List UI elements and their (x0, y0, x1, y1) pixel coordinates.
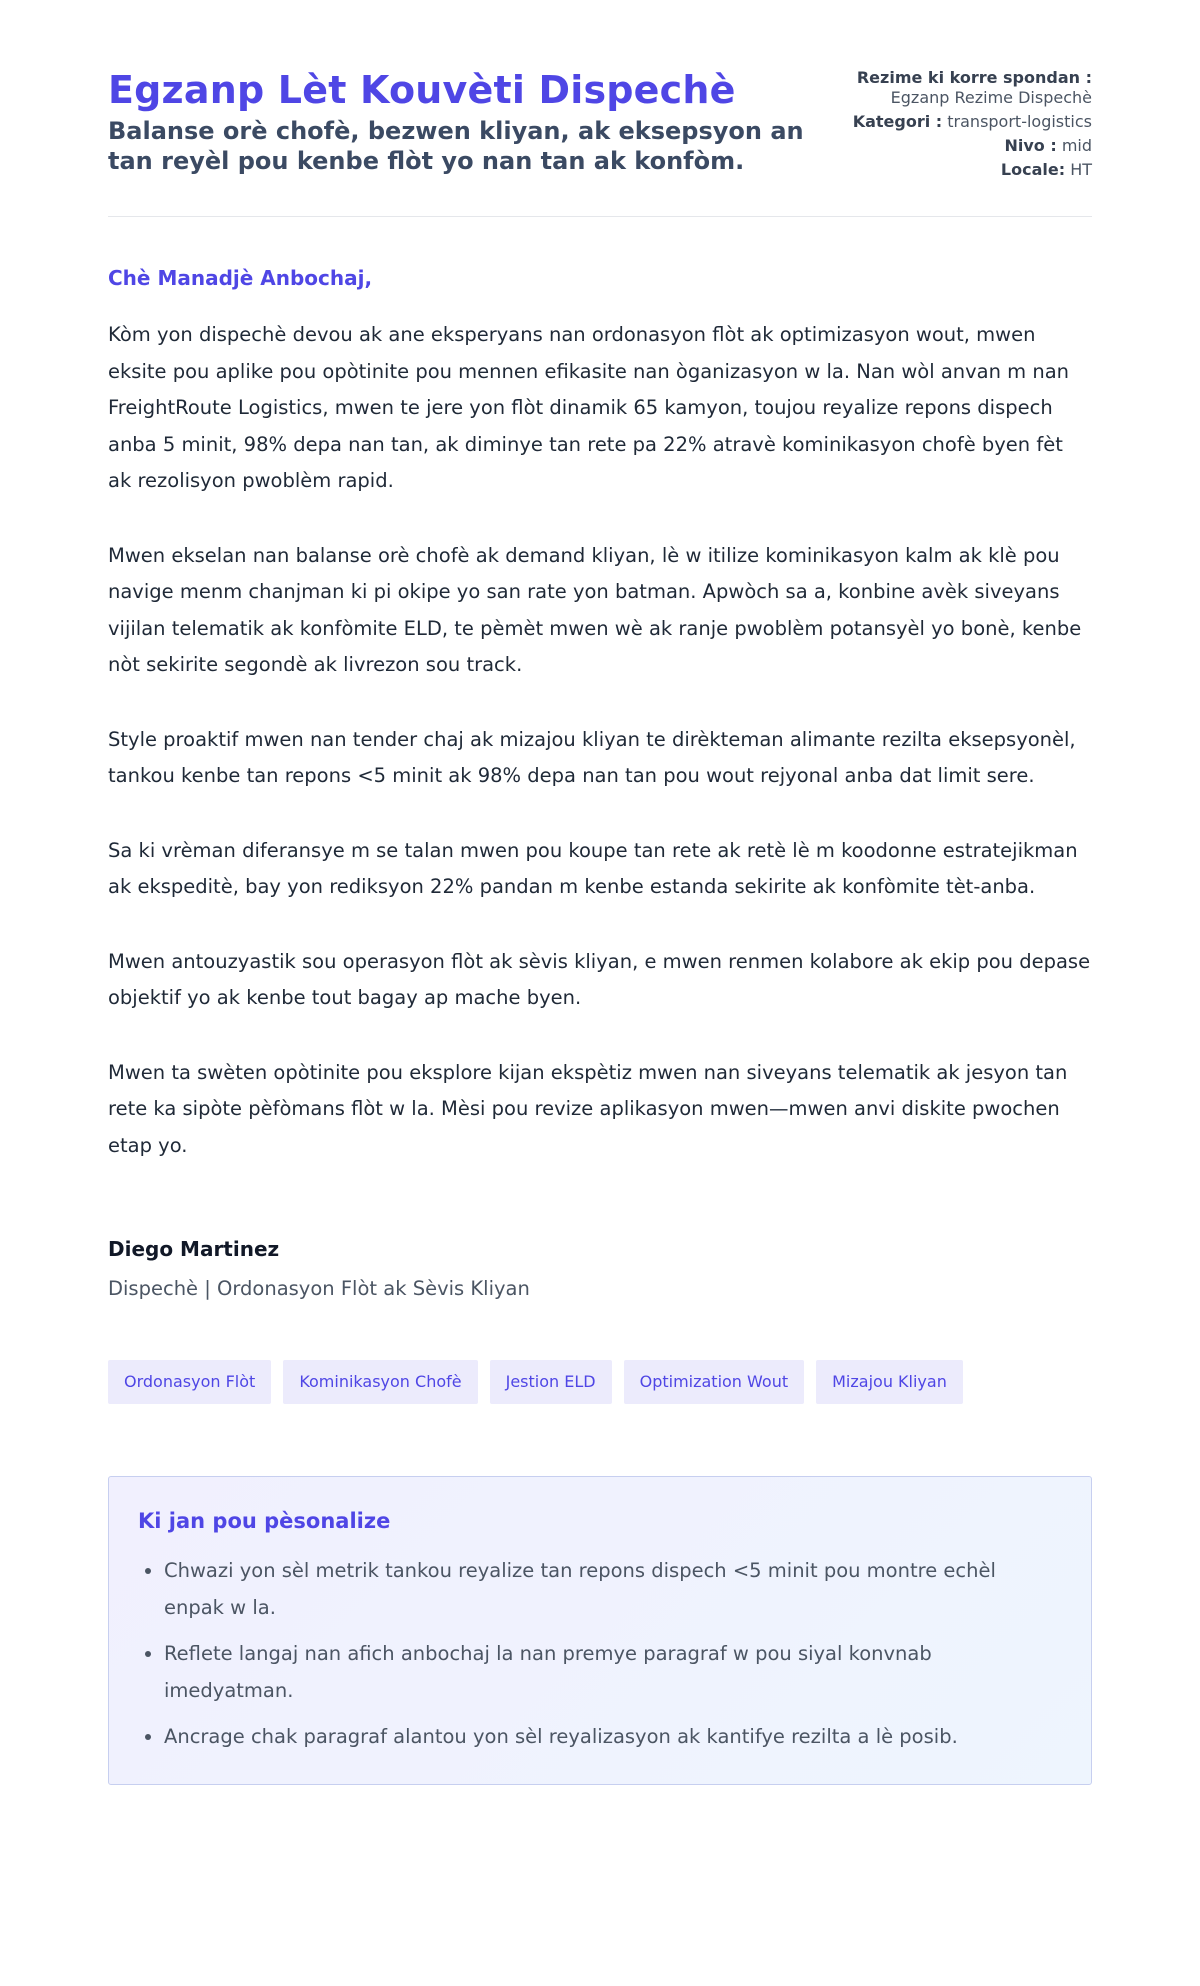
letter-paragraph: Kòm yon dispechè devou ak ane eksperyans nan ordonasyon flòt ak optimizasyon wout, mwen eksite pou aplike pou opòtinite pou mennen efikasite nan òganizasyon w la. Nan wòl anvan m nan FreightRoute Logistics, mwen te jere yon flòt dinamik 65 kamyon, toujou reyalize repons dispech anba 5 minit, 98% depa nan tan, ak diminye tan rete pa 22% atravè kominikasyon chofè byen fèt ak rezolisyon pwoblèm rapid. (108, 323, 1070, 492)
meta-level (832, 136, 1092, 156)
tip-item: • Reflete langaj nan afich anbochaj la nan premye paragraf w pou siyal konvnab imedyatman. (164, 1636, 1062, 1709)
signature-title: Dispechè | Ordonasyon Flòt ak Sèvis Kliyan (108, 1277, 530, 1300)
meta-category-value: transport-logistics (947, 112, 1092, 131)
tips-title: Ki jan pou pèsonalize (138, 1509, 391, 1533)
skill-tag: Optimization Wout (624, 1360, 805, 1404)
meta-category (832, 112, 1092, 132)
meta-category-label: Kategori : (852, 112, 943, 131)
letter-paragraph: Sa ki vrèman diferansye m se talan mwen pou koupe tan rete ak retè lè m koodonne estratejikman ak ekspeditè, bay yon rediksyon 22% pandan m kenbe estanda sekirite ak konfòmite tèt-anba. (108, 838, 1078, 898)
page-subtitle: Balanse orè chofè, bezwen kliyan, ak eksepsyon an tan reyèl pou kenbe flòt yo nan tan ak konfòm. (108, 117, 804, 175)
header-titles (108, 66, 828, 176)
tips-list (138, 1553, 1062, 1756)
page-header (108, 66, 1092, 184)
letter-paragraph: Style proaktif mwen nan tender chaj ak mizajou kliyan te dirèkteman alimante rezilta eksepsyonèl, tankou kenbe tan repons <5 minit ak 98% depa nan tan pou wout rejyonal anba dat limit sere. (108, 727, 1076, 787)
letter-paragraph: Mwen ta swèten opòtinite pou eksplore kijan ekspètiz mwen nan siveyans telematik ak jesyon tan rete ka sipòte pèfòmans flòt w la. Mèsi pou revize aplikasyon mwen—mwen anvi diskite pwochen etap yo. (108, 1060, 1068, 1157)
letter-salutation: Chè Manadjè Anbochaj, (108, 266, 373, 290)
skill-tag: Ordonasyon Flòt (108, 1360, 271, 1404)
skill-tag: Kominikasyon Chofè (283, 1360, 477, 1404)
letter-body (108, 317, 1092, 1164)
meta-locale-label: Locale: (1000, 160, 1066, 179)
meta-locale (832, 160, 1092, 180)
header-divider (108, 216, 1092, 217)
tip-item: • Chwazi yon sèl metrik tankou reyalize tan repons dispech <5 minit pou montre echèl enpak w la. (164, 1553, 1062, 1626)
tip-item: • Ancrage chak paragraf alantou yon sèl reyalizasyon ak kantifye rezilta a lè posib. (164, 1719, 1062, 1756)
skill-tag: Mizajou Kliyan (816, 1360, 963, 1404)
skill-tags (108, 1360, 1092, 1404)
letter-paragraph: Mwen antouzyastik sou operasyon flòt ak sèvis kliyan, e mwen renmen kolabore ak ekip pou depase objektif yo ak kenbe tout bagay ap mache byen. (108, 949, 1091, 1009)
skill-tag: Jestion ELD (490, 1360, 612, 1404)
signature-block (108, 1236, 1092, 1302)
meta-resume-label: Rezime ki korre spondan : (856, 68, 1092, 87)
letter-paragraph: Mwen ekselan nan balanse orè chofè ak demand kliyan, lè w itilize kominikasyon kalm ak klè pou navige menm chanjman ki pi okipe yo san rate yon batman. Apwòch sa a, konbine avèk siveyans vijilan telematik ak konfòmite ELD, te pèmèt mwen wè ak ranje pwoblèm potansyèl yo bonè, kenbe nòt sekirite segondè ak livrezon sou track. (108, 543, 1082, 676)
meta-level-label: Nivo : (1004, 136, 1057, 155)
customization-tips-box (108, 1476, 1092, 1785)
signature-name: Diego Martinez (108, 1237, 280, 1261)
meta-resume (832, 68, 1092, 108)
meta-level-value: mid (1061, 136, 1092, 155)
meta-locale-value: HT (1070, 160, 1092, 179)
meta-resume-value: Egzanp Rezime Dispechè (890, 88, 1092, 107)
meta-panel (832, 66, 1092, 184)
page-title: Egzanp Lèt Kouvèti Dispechè (108, 68, 736, 112)
